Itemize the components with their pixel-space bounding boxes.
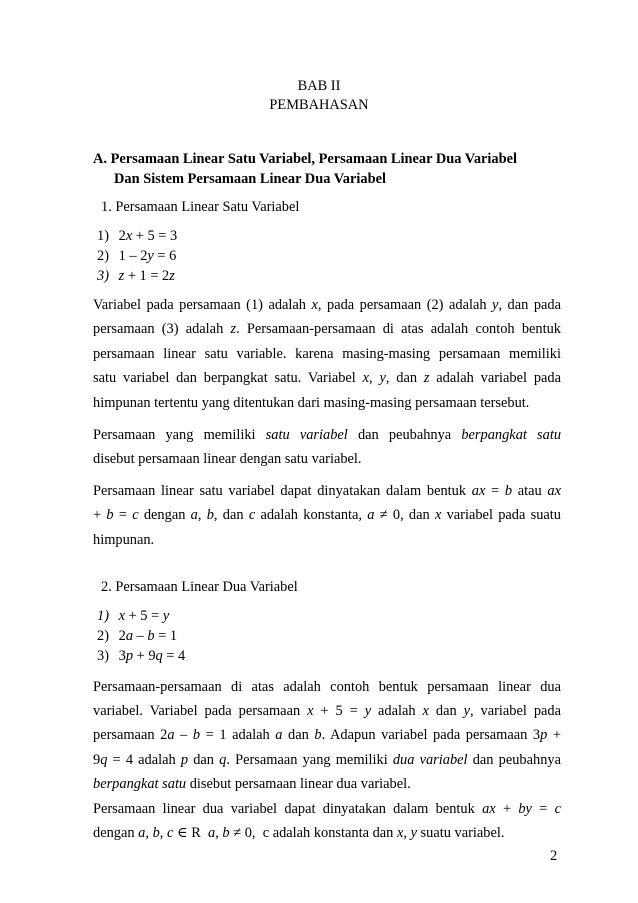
section-a-heading-line1: A. Persamaan Linear Satu Variabel, Persamaan Linear Dua Variabel xyxy=(93,151,518,167)
equation-item xyxy=(97,608,169,625)
equation-expression: 1 – 2y = 6 xyxy=(118,248,177,264)
text-line: Persamaan linear dua variabel dapat dinyatakan dalam bentuk ax + by = c xyxy=(93,801,562,817)
text-line: himpunan. xyxy=(93,532,155,548)
section-a-heading-line2: Dan Sistem Persamaan Linear Dua Variabel xyxy=(114,171,386,187)
equation-item xyxy=(97,248,176,265)
text-line: dengan a, b, c ∈ R a, b ≠ 0, c adalah konstanta dan x, y suatu variabel. xyxy=(93,825,505,841)
subsection-2-heading: 2. Persamaan Linear Dua Variabel xyxy=(101,579,298,595)
text-line: disebut persamaan linear dengan satu variabel. xyxy=(93,451,362,467)
text-line: persamaan 2a – b = 1 adalah a dan b. Adapun variabel pada persamaan 3p + xyxy=(93,727,561,743)
equation-number: 1) xyxy=(97,228,109,244)
equation-expression: 2x + 5 = 3 xyxy=(118,228,178,244)
text-line: persamaan (3) adalah z. Persamaan-persamaan di atas adalah contoh bentuk xyxy=(93,321,561,337)
text-line: persamaan linear satu variable. karena masing-masing persamaan memiliki xyxy=(93,346,561,362)
text-line: Persamaan yang memiliki satu variabel dan peubahnya berpangkat satu xyxy=(93,427,562,443)
equation-item xyxy=(97,628,177,645)
chapter-label: BAB II xyxy=(297,78,341,94)
equation-expression: x + 5 = y xyxy=(118,608,170,624)
equation-number: 3) xyxy=(97,648,109,664)
equation-item xyxy=(97,228,177,245)
equation-expression: 2a – b = 1 xyxy=(118,628,178,644)
equation-number: 2) xyxy=(97,248,109,264)
text-line: + b = c dengan a, b, dan c adalah konstanta, a ≠ 0, dan x variabel pada suatu xyxy=(93,507,561,523)
text-line: berpangkat satu disebut persamaan linear dua variabel. xyxy=(93,776,411,792)
chapter-title: PEMBAHASAN xyxy=(269,97,369,113)
text-line: himpunan tertentu yang ditentukan dari masing-masing persamaan tersebut. xyxy=(93,395,530,411)
text-line: Persamaan linear satu variabel dapat dinyatakan dalam bentuk ax = b atau ax xyxy=(93,483,562,499)
text-line: Persamaan-persamaan di atas adalah contoh bentuk persamaan linear dua xyxy=(93,679,561,695)
equation-item xyxy=(97,648,185,665)
equation-expression: 3p + 9q = 4 xyxy=(118,648,186,664)
text-line: variabel. Variabel pada persamaan x + 5 = y adalah x dan y, variabel pada xyxy=(93,703,561,719)
text-line: Variabel pada persamaan (1) adalah x, pada persamaan (2) adalah y, dan pada xyxy=(93,297,561,313)
page-number: 2 xyxy=(550,848,558,864)
equation-expression: z + 1 = 2z xyxy=(118,268,175,284)
text-line: 9q = 4 adalah p dan q. Persamaan yang memiliki dua variabel dan peubahnya xyxy=(93,752,561,768)
equation-number: 1) xyxy=(97,608,109,624)
text-line: satu variabel dan berpangkat satu. Variabel x, y, dan z adalah variabel pada xyxy=(93,370,561,386)
equation-number: 2) xyxy=(97,628,109,644)
equation-number: 3) xyxy=(97,268,109,284)
equation-item xyxy=(97,268,175,285)
subsection-1-heading: 1. Persamaan Linear Satu Variabel xyxy=(101,199,300,215)
